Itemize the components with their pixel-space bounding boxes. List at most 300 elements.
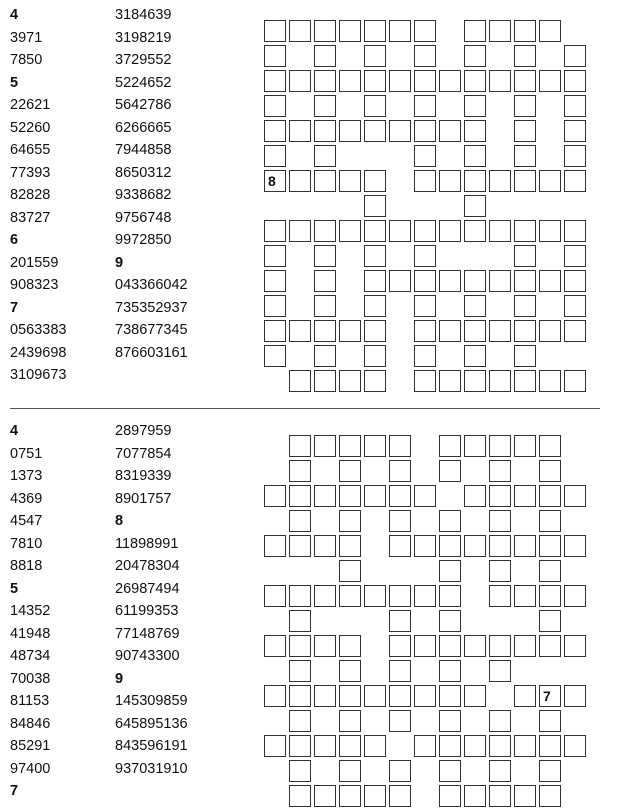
- grid-cell[interactable]: [414, 70, 436, 92]
- grid-cell[interactable]: [339, 510, 361, 532]
- grid-cell[interactable]: [364, 585, 386, 607]
- grid-cell[interactable]: [539, 510, 561, 532]
- grid-cell[interactable]: [489, 170, 511, 192]
- grid-cell[interactable]: [314, 170, 336, 192]
- grid-cell[interactable]: [289, 660, 311, 682]
- grid-cell[interactable]: [539, 635, 561, 657]
- grid-cell[interactable]: [289, 735, 311, 757]
- grid-cell[interactable]: [464, 370, 486, 392]
- grid-cell[interactable]: [264, 145, 286, 167]
- grid-cell[interactable]: [489, 370, 511, 392]
- grid-cell[interactable]: [339, 585, 361, 607]
- grid-cell[interactable]: [264, 635, 286, 657]
- grid-cell[interactable]: [314, 220, 336, 242]
- word-entry: 3184639: [115, 7, 172, 23]
- grid-cell[interactable]: [289, 70, 311, 92]
- grid-cell[interactable]: [339, 660, 361, 682]
- grid-cell[interactable]: [439, 120, 461, 142]
- grid-cell[interactable]: [364, 270, 386, 292]
- grid-cell[interactable]: [314, 270, 336, 292]
- given-digit: 7: [543, 688, 551, 704]
- grid-cell[interactable]: [514, 535, 536, 557]
- grid-cell[interactable]: [264, 70, 286, 92]
- grid-cell[interactable]: [439, 785, 461, 807]
- grid-cell[interactable]: [414, 145, 436, 167]
- grid-cell[interactable]: [339, 20, 361, 42]
- grid-cell[interactable]: [389, 120, 411, 142]
- word-entry: 26987494: [115, 580, 180, 597]
- grid-cell[interactable]: [364, 295, 386, 317]
- grid-cell[interactable]: [439, 220, 461, 242]
- grid-cell[interactable]: [314, 435, 336, 457]
- grid-cell[interactable]: [314, 20, 336, 42]
- grid-cell[interactable]: [314, 145, 336, 167]
- grid-cell[interactable]: [464, 120, 486, 142]
- grid-cell[interactable]: [289, 710, 311, 732]
- grid-cell[interactable]: [364, 45, 386, 67]
- grid-cell[interactable]: [539, 460, 561, 482]
- grid-cell[interactable]: [389, 20, 411, 42]
- grid-cell[interactable]: [364, 170, 386, 192]
- grid-cell[interactable]: [314, 685, 336, 707]
- grid-cell[interactable]: [489, 435, 511, 457]
- grid-cell[interactable]: [564, 485, 586, 507]
- grid-cell[interactable]: [489, 535, 511, 557]
- word-entry: 735352937: [115, 299, 188, 316]
- grid-cell[interactable]: [514, 145, 536, 167]
- grid-cell[interactable]: [264, 20, 286, 42]
- grid-cell[interactable]: [364, 195, 386, 217]
- grid-cell[interactable]: [514, 170, 536, 192]
- grid-cell[interactable]: [564, 635, 586, 657]
- grid-cell[interactable]: [314, 785, 336, 807]
- grid-cell[interactable]: [264, 685, 286, 707]
- grid-cell[interactable]: [514, 435, 536, 457]
- grid-cell[interactable]: [464, 685, 486, 707]
- grid-cell[interactable]: [314, 735, 336, 757]
- word-entry: 043366042: [115, 277, 188, 293]
- grid-cell[interactable]: [414, 120, 436, 142]
- word-entry: 0751: [10, 445, 43, 462]
- grid-cell[interactable]: [489, 560, 511, 582]
- grid-cell[interactable]: [564, 245, 586, 267]
- grid-cell[interactable]: [339, 120, 361, 142]
- grid-cell[interactable]: [339, 785, 361, 807]
- grid-cell[interactable]: [339, 170, 361, 192]
- word-entry: 843596191: [115, 738, 188, 754]
- grid-cell[interactable]: [264, 95, 286, 117]
- grid-cell[interactable]: [364, 685, 386, 707]
- word-entry: 201559: [10, 254, 59, 271]
- grid-cell[interactable]: [314, 245, 336, 267]
- grid-cell[interactable]: [514, 320, 536, 342]
- length-header: 8: [115, 513, 124, 529]
- grid-cell[interactable]: [264, 120, 286, 142]
- grid-cell[interactable]: [364, 95, 386, 117]
- grid-cell[interactable]: [564, 220, 586, 242]
- grid-cell[interactable]: [564, 535, 586, 557]
- word-entry: 876603161: [115, 344, 188, 361]
- grid-cell[interactable]: [414, 735, 436, 757]
- word-entry: 6266665: [115, 119, 172, 136]
- grid-cell[interactable]: [514, 245, 536, 267]
- grid-cell[interactable]: [414, 270, 436, 292]
- grid-cell[interactable]: [339, 560, 361, 582]
- grid-cell[interactable]: [389, 610, 411, 632]
- length-header: 4: [10, 423, 19, 439]
- grid-cell[interactable]: [439, 760, 461, 782]
- grid-cell[interactable]: [514, 295, 536, 317]
- grid-cell[interactable]: [539, 485, 561, 507]
- grid-cell[interactable]: [464, 145, 486, 167]
- grid-cell[interactable]: [364, 320, 386, 342]
- grid-cell[interactable]: [339, 70, 361, 92]
- grid-cell[interactable]: [264, 320, 286, 342]
- grid-cell[interactable]: [439, 735, 461, 757]
- grid-cell[interactable]: [389, 785, 411, 807]
- grid-cell[interactable]: [389, 535, 411, 557]
- grid-cell[interactable]: [289, 370, 311, 392]
- word-entry: 70038: [10, 670, 51, 687]
- grid-cell[interactable]: [464, 635, 486, 657]
- grid-cell[interactable]: [514, 70, 536, 92]
- word-entry: 77393: [10, 164, 51, 181]
- grid-cell[interactable]: [264, 245, 286, 267]
- grid-cell[interactable]: [539, 585, 561, 607]
- grid-cell[interactable]: [289, 535, 311, 557]
- grid-cell[interactable]: [414, 245, 436, 267]
- grid-cell[interactable]: [264, 170, 286, 192]
- grid-cell[interactable]: [564, 320, 586, 342]
- grid-cell[interactable]: [514, 635, 536, 657]
- grid-cell[interactable]: [314, 45, 336, 67]
- word-entry: 9756748: [115, 209, 172, 226]
- grid-cell[interactable]: [414, 685, 436, 707]
- grid-cell[interactable]: [339, 760, 361, 782]
- word-entry: 41948: [10, 625, 51, 642]
- grid-cell[interactable]: [389, 635, 411, 657]
- grid-cell[interactable]: [464, 345, 486, 367]
- grid-cell[interactable]: [314, 95, 336, 117]
- grid-cell[interactable]: [389, 70, 411, 92]
- grid-cell[interactable]: [439, 510, 461, 532]
- grid-cell[interactable]: [289, 510, 311, 532]
- grid-cell[interactable]: [464, 70, 486, 92]
- grid-cell[interactable]: [564, 45, 586, 67]
- word-entry: 84846: [10, 715, 51, 732]
- word-entry: 52260: [10, 119, 51, 136]
- grid-cell[interactable]: [389, 485, 411, 507]
- grid-cell[interactable]: [439, 585, 461, 607]
- grid-cell[interactable]: [564, 735, 586, 757]
- word-entry: 5642786: [115, 97, 172, 113]
- grid-cell[interactable]: [289, 785, 311, 807]
- grid-cell[interactable]: [364, 245, 386, 267]
- grid-cell[interactable]: [389, 760, 411, 782]
- grid-cell[interactable]: [489, 735, 511, 757]
- grid-cell[interactable]: [264, 535, 286, 557]
- grid-cell[interactable]: [489, 585, 511, 607]
- grid-cell[interactable]: [414, 485, 436, 507]
- grid-cell[interactable]: [489, 70, 511, 92]
- length-header: 4: [10, 7, 19, 23]
- grid-cell[interactable]: [464, 45, 486, 67]
- grid-cell[interactable]: [364, 345, 386, 367]
- grid-cell[interactable]: [564, 685, 586, 707]
- grid-cell[interactable]: [439, 170, 461, 192]
- grid-cell[interactable]: [514, 585, 536, 607]
- grid-cell[interactable]: [339, 460, 361, 482]
- grid-cell[interactable]: [414, 320, 436, 342]
- grid-cell[interactable]: [489, 460, 511, 482]
- word-entry: 2439698: [10, 344, 67, 361]
- grid-cell[interactable]: [414, 635, 436, 657]
- grid-cell[interactable]: [264, 45, 286, 67]
- grid-cell[interactable]: [414, 220, 436, 242]
- grid-cell[interactable]: [464, 220, 486, 242]
- grid-cell[interactable]: [489, 660, 511, 682]
- grid-cell[interactable]: [364, 785, 386, 807]
- grid-cell[interactable]: [414, 295, 436, 317]
- grid-cell[interactable]: [264, 735, 286, 757]
- grid-cell[interactable]: [364, 435, 386, 457]
- grid-cell[interactable]: [339, 485, 361, 507]
- grid-cell[interactable]: [514, 220, 536, 242]
- grid-cell[interactable]: [314, 485, 336, 507]
- grid-cell[interactable]: [389, 585, 411, 607]
- grid-cell[interactable]: [464, 435, 486, 457]
- grid-cell[interactable]: [539, 710, 561, 732]
- grid-cell[interactable]: [514, 345, 536, 367]
- grid-cell[interactable]: [264, 345, 286, 367]
- grid-cell[interactable]: [489, 220, 511, 242]
- grid-cell[interactable]: [514, 95, 536, 117]
- grid-cell[interactable]: [539, 220, 561, 242]
- grid-cell[interactable]: [539, 535, 561, 557]
- grid-cell[interactable]: [314, 120, 336, 142]
- grid-cell[interactable]: [439, 535, 461, 557]
- grid-cell[interactable]: [289, 760, 311, 782]
- grid-cell[interactable]: [539, 170, 561, 192]
- word-entry: 9972850: [115, 232, 172, 248]
- grid-cell[interactable]: [414, 535, 436, 557]
- grid-cell[interactable]: [439, 70, 461, 92]
- grid-cell[interactable]: [289, 20, 311, 42]
- grid-cell[interactable]: [339, 220, 361, 242]
- grid-cell[interactable]: [514, 735, 536, 757]
- grid-cell[interactable]: [289, 460, 311, 482]
- grid-cell[interactable]: [339, 685, 361, 707]
- grid-cell[interactable]: [514, 120, 536, 142]
- grid-cell[interactable]: [439, 460, 461, 482]
- grid-cell[interactable]: [339, 320, 361, 342]
- grid-cell[interactable]: [364, 70, 386, 92]
- grid-cell[interactable]: [514, 785, 536, 807]
- word-entry: 64655: [10, 142, 51, 158]
- grid-cell[interactable]: [414, 585, 436, 607]
- grid-cell[interactable]: [364, 370, 386, 392]
- grid-cell[interactable]: [264, 270, 286, 292]
- grid-cell[interactable]: [389, 220, 411, 242]
- grid-cell[interactable]: [514, 270, 536, 292]
- grid-cell[interactable]: [539, 760, 561, 782]
- grid-cell[interactable]: [314, 585, 336, 607]
- grid-cell[interactable]: [414, 345, 436, 367]
- grid-cell[interactable]: [489, 485, 511, 507]
- word-entry: 8901757: [115, 490, 172, 507]
- grid-cell[interactable]: [439, 610, 461, 632]
- grid-cell[interactable]: [489, 710, 511, 732]
- grid-cell[interactable]: [314, 370, 336, 392]
- grid-cell[interactable]: [414, 95, 436, 117]
- grid-cell[interactable]: [539, 320, 561, 342]
- grid-cell[interactable]: [464, 535, 486, 557]
- length-header: 5: [10, 74, 19, 91]
- grid-cell[interactable]: [364, 20, 386, 42]
- grid-cell[interactable]: [564, 170, 586, 192]
- given-digit: 8: [268, 173, 276, 189]
- grid-cell[interactable]: [439, 270, 461, 292]
- grid-cell[interactable]: [489, 320, 511, 342]
- grid-cell[interactable]: [364, 120, 386, 142]
- grid-cell[interactable]: [439, 660, 461, 682]
- grid-cell[interactable]: [314, 70, 336, 92]
- grid-cell[interactable]: [289, 170, 311, 192]
- grid-cell[interactable]: [564, 120, 586, 142]
- grid-cell[interactable]: [264, 295, 286, 317]
- grid-cell[interactable]: [314, 635, 336, 657]
- grid-cell[interactable]: [289, 120, 311, 142]
- grid-cell[interactable]: [314, 295, 336, 317]
- grid-cell[interactable]: [514, 685, 536, 707]
- grid-cell[interactable]: [314, 345, 336, 367]
- grid-cell[interactable]: [464, 95, 486, 117]
- grid-cell[interactable]: [439, 560, 461, 582]
- grid-cell[interactable]: [414, 370, 436, 392]
- grid-cell[interactable]: [339, 635, 361, 657]
- grid-cell[interactable]: [539, 270, 561, 292]
- grid-cell[interactable]: [264, 220, 286, 242]
- grid-cell[interactable]: [389, 685, 411, 707]
- grid-cell[interactable]: [564, 585, 586, 607]
- grid-cell[interactable]: [514, 485, 536, 507]
- grid-cell[interactable]: [414, 20, 436, 42]
- grid-cell[interactable]: [439, 685, 461, 707]
- grid-cell[interactable]: [364, 485, 386, 507]
- grid-cell[interactable]: [439, 370, 461, 392]
- grid-cell[interactable]: [264, 585, 286, 607]
- word-entry: 11898991: [115, 535, 179, 552]
- grid-cell[interactable]: [264, 485, 286, 507]
- grid-cell[interactable]: [564, 95, 586, 117]
- grid-cell[interactable]: [439, 635, 461, 657]
- grid-cell[interactable]: [464, 270, 486, 292]
- grid-cell[interactable]: [464, 485, 486, 507]
- grid-cell[interactable]: [564, 270, 586, 292]
- grid-cell[interactable]: [489, 20, 511, 42]
- grid-cell[interactable]: [389, 510, 411, 532]
- grid-cell[interactable]: [439, 435, 461, 457]
- grid-cell[interactable]: [289, 435, 311, 457]
- grid-cell[interactable]: [339, 535, 361, 557]
- grid-cell[interactable]: [389, 710, 411, 732]
- word-entry: 3198219: [115, 29, 172, 46]
- grid-cell[interactable]: [339, 735, 361, 757]
- grid-cell[interactable]: [389, 460, 411, 482]
- grid-cell[interactable]: [539, 610, 561, 632]
- grid-cell[interactable]: [514, 20, 536, 42]
- grid-cell[interactable]: [564, 295, 586, 317]
- grid-cell[interactable]: [539, 560, 561, 582]
- puzzle-divider: [10, 408, 600, 409]
- word-entry: 4547: [10, 513, 43, 529]
- grid-cell[interactable]: [464, 195, 486, 217]
- grid-cell[interactable]: [464, 735, 486, 757]
- grid-cell[interactable]: [314, 535, 336, 557]
- grid-cell[interactable]: [289, 635, 311, 657]
- grid-cell[interactable]: [389, 270, 411, 292]
- word-entry: 97400: [10, 760, 51, 777]
- grid-cell[interactable]: [564, 145, 586, 167]
- word-entry: 9338682: [115, 187, 172, 203]
- grid-cell[interactable]: [464, 295, 486, 317]
- grid-cell[interactable]: [564, 370, 586, 392]
- grid-cell[interactable]: [364, 735, 386, 757]
- grid-cell[interactable]: [564, 70, 586, 92]
- grid-cell[interactable]: [289, 485, 311, 507]
- grid-cell[interactable]: [539, 370, 561, 392]
- grid-cell[interactable]: [489, 785, 511, 807]
- grid-cell[interactable]: [464, 170, 486, 192]
- grid-cell[interactable]: [289, 320, 311, 342]
- grid-cell[interactable]: [514, 45, 536, 67]
- grid-cell[interactable]: [414, 45, 436, 67]
- grid-cell[interactable]: [539, 685, 561, 707]
- grid-cell[interactable]: [314, 320, 336, 342]
- grid-cell[interactable]: [414, 170, 436, 192]
- grid-cell[interactable]: [539, 785, 561, 807]
- grid-cell[interactable]: [439, 710, 461, 732]
- grid-cell[interactable]: [514, 370, 536, 392]
- grid-cell[interactable]: [364, 220, 386, 242]
- grid-cell[interactable]: [489, 760, 511, 782]
- grid-cell[interactable]: [339, 370, 361, 392]
- grid-cell[interactable]: [464, 785, 486, 807]
- word-entry: 8650312: [115, 164, 172, 181]
- grid-cell[interactable]: [539, 435, 561, 457]
- grid-cell[interactable]: [289, 585, 311, 607]
- grid-cell[interactable]: [389, 660, 411, 682]
- word-entry: 937031910: [115, 760, 188, 777]
- grid-cell[interactable]: [489, 270, 511, 292]
- grid-cell[interactable]: [339, 710, 361, 732]
- grid-cell[interactable]: [464, 20, 486, 42]
- grid-cell[interactable]: [389, 435, 411, 457]
- grid-cell[interactable]: [339, 435, 361, 457]
- grid-cell[interactable]: [489, 635, 511, 657]
- grid-cell[interactable]: [289, 220, 311, 242]
- word-entry: 5224652: [115, 74, 172, 91]
- grid-cell[interactable]: [464, 320, 486, 342]
- grid-cell[interactable]: [539, 735, 561, 757]
- grid-cell[interactable]: [439, 320, 461, 342]
- grid-cell[interactable]: [489, 510, 511, 532]
- grid-cell[interactable]: [539, 20, 561, 42]
- grid-cell[interactable]: [539, 70, 561, 92]
- grid-cell[interactable]: [289, 610, 311, 632]
- word-entry: 8319339: [115, 468, 172, 484]
- grid-cell[interactable]: [289, 685, 311, 707]
